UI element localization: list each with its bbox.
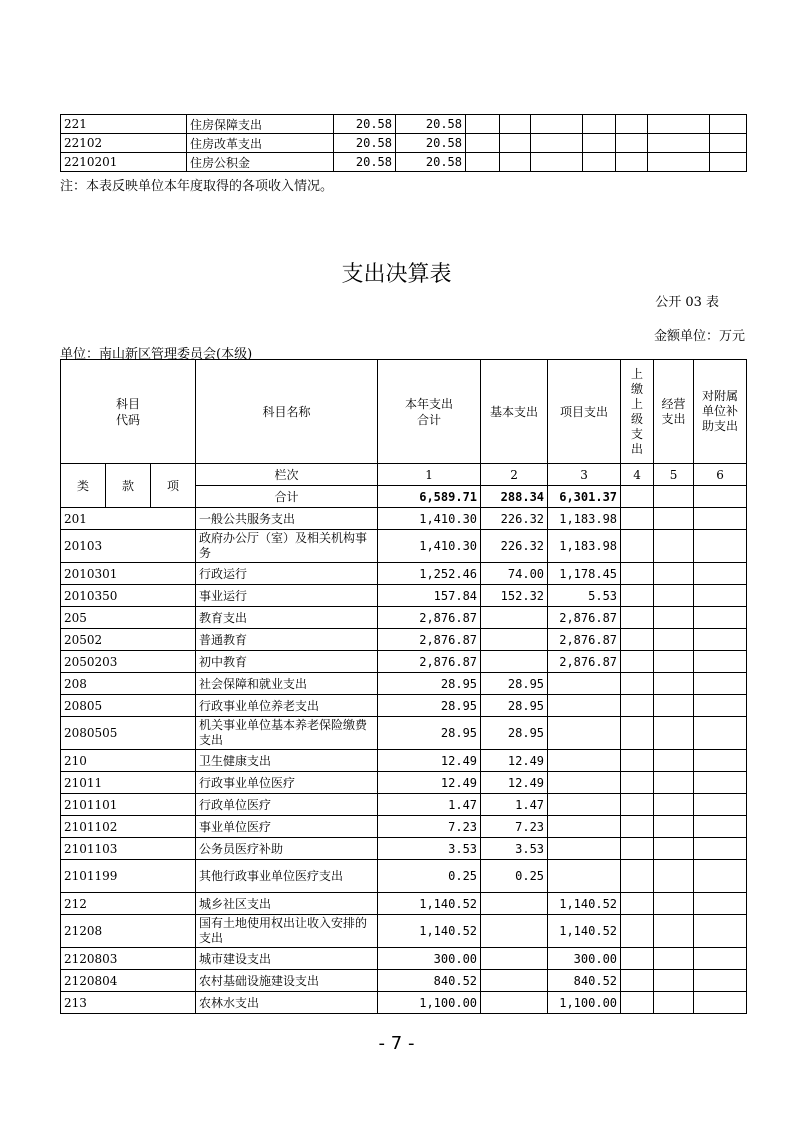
table-row xyxy=(61,772,747,794)
cell-project xyxy=(548,673,621,695)
cell-empty xyxy=(621,860,654,893)
table-row xyxy=(61,508,747,530)
cell-code: 2010350 xyxy=(61,585,196,607)
cell-empty xyxy=(654,651,694,673)
header-kuan: 款 xyxy=(106,464,151,508)
cell-value: 20.58 xyxy=(334,134,396,153)
cell-empty xyxy=(654,816,694,838)
cell-total: 2,876.87 xyxy=(378,651,481,673)
col-number-4: 4 xyxy=(621,464,654,486)
table-row xyxy=(61,673,747,695)
cell-empty xyxy=(694,563,747,585)
cell-code: 21208 xyxy=(61,915,196,948)
cell-empty xyxy=(654,992,694,1014)
cell-empty xyxy=(654,794,694,816)
cell-empty xyxy=(694,816,747,838)
cell-empty xyxy=(500,153,531,172)
header-subsidy: 对附属单位补助支出 xyxy=(694,360,747,464)
table-row xyxy=(61,530,747,563)
cell-basic xyxy=(481,893,548,915)
cell-project xyxy=(548,695,621,717)
cell-project: 2,876.87 xyxy=(548,607,621,629)
cell-project xyxy=(548,750,621,772)
cell-name: 初中教育 xyxy=(196,651,378,673)
cell-empty xyxy=(648,134,710,153)
cell-basic: 0.25 xyxy=(481,860,548,893)
cell-code: 2050203 xyxy=(61,651,196,673)
cell-empty xyxy=(694,794,747,816)
cell-basic: 28.95 xyxy=(481,717,548,750)
header-shangjiao: 上缴上级支出 xyxy=(621,360,654,464)
table-row xyxy=(61,860,747,893)
cell-basic: 12.49 xyxy=(481,772,548,794)
cell-project xyxy=(548,816,621,838)
cell-code: 22102 xyxy=(61,134,187,153)
cell-code: 2120803 xyxy=(61,948,196,970)
cell-name: 公务员医疗补助 xyxy=(196,838,378,860)
page-number: - 7 - xyxy=(378,1033,415,1054)
cell-empty xyxy=(694,915,747,948)
cell-basic xyxy=(481,948,548,970)
cell-empty xyxy=(621,838,654,860)
col-number-3: 3 xyxy=(548,464,621,486)
cell-project: 1,183.98 xyxy=(548,530,621,563)
cell-basic xyxy=(481,651,548,673)
cell-basic: 1.47 xyxy=(481,794,548,816)
cell-code: 21011 xyxy=(61,772,196,794)
cell-basic xyxy=(481,970,548,992)
cell-total: 1,252.46 xyxy=(378,563,481,585)
header-row xyxy=(61,360,747,464)
cell-basic xyxy=(481,629,548,651)
cell-empty xyxy=(621,750,654,772)
cell-empty xyxy=(694,772,747,794)
table-row xyxy=(61,893,747,915)
cell-basic: 226.32 xyxy=(481,508,548,530)
cell-empty xyxy=(694,992,747,1014)
cell-empty xyxy=(710,115,747,134)
cell-empty xyxy=(621,585,654,607)
cell-code: 2210201 xyxy=(61,153,187,172)
amount-unit-label: 金额单位：万元 xyxy=(653,329,745,344)
cell-empty xyxy=(621,563,654,585)
cell-project xyxy=(548,838,621,860)
cell-code: 2080505 xyxy=(61,717,196,750)
cell-empty xyxy=(648,115,710,134)
header-lei: 类 xyxy=(61,464,106,508)
cell-name: 事业运行 xyxy=(196,585,378,607)
cell-project xyxy=(548,717,621,750)
cell-empty xyxy=(694,893,747,915)
cell-total: 3.53 xyxy=(378,838,481,860)
cell-empty xyxy=(654,915,694,948)
cell-code: 208 xyxy=(61,673,196,695)
cell-empty xyxy=(621,695,654,717)
table-row xyxy=(61,717,747,750)
cell-empty xyxy=(621,508,654,530)
cell-name: 城市建设支出 xyxy=(196,948,378,970)
cell-empty xyxy=(694,651,747,673)
cell-empty xyxy=(694,629,747,651)
header-total: 本年支出 合计 xyxy=(378,360,481,464)
cell-value: 20.58 xyxy=(334,115,396,134)
cell-empty xyxy=(621,970,654,992)
cell-empty xyxy=(621,992,654,1014)
cell-project xyxy=(548,860,621,893)
cell-empty xyxy=(621,629,654,651)
cell-basic: 226.32 xyxy=(481,530,548,563)
expenditure-table xyxy=(60,359,747,1014)
cell-empty xyxy=(654,717,694,750)
cell-empty xyxy=(621,794,654,816)
cell-basic: 28.95 xyxy=(481,695,548,717)
cell-total: 28.95 xyxy=(378,673,481,695)
cell-project: 1,140.52 xyxy=(548,915,621,948)
page-title: 支出决算表 xyxy=(341,262,452,287)
cell-empty xyxy=(654,607,694,629)
cell-value: 20.58 xyxy=(396,134,466,153)
table-row xyxy=(61,695,747,717)
cell-empty xyxy=(694,673,747,695)
cell-total: 2,876.87 xyxy=(378,607,481,629)
table-row xyxy=(61,750,747,772)
total-label: 合计 xyxy=(196,486,378,508)
cell-total: 28.95 xyxy=(378,695,481,717)
cell-name: 事业单位医疗 xyxy=(196,816,378,838)
table-row xyxy=(61,651,747,673)
cell-empty xyxy=(694,695,747,717)
cell-code: 205 xyxy=(61,607,196,629)
cell-empty xyxy=(654,893,694,915)
cell-name: 城乡社区支出 xyxy=(196,893,378,915)
cell-total: 300.00 xyxy=(378,948,481,970)
table-row xyxy=(61,816,747,838)
table-row xyxy=(61,134,747,153)
table-row xyxy=(61,153,747,172)
cell-code: 20805 xyxy=(61,695,196,717)
cell-total: 1,410.30 xyxy=(378,530,481,563)
cell-empty xyxy=(531,153,583,172)
cell-empty xyxy=(710,153,747,172)
cell-basic: 74.00 xyxy=(481,563,548,585)
cell-empty xyxy=(621,816,654,838)
header-project: 项目支出 xyxy=(548,360,621,464)
cell-empty xyxy=(583,115,616,134)
cell-empty xyxy=(621,607,654,629)
cell-name: 行政事业单位医疗 xyxy=(196,772,378,794)
cell-project: 2,876.87 xyxy=(548,651,621,673)
cell-empty xyxy=(621,893,654,915)
cell-total: 12.49 xyxy=(378,750,481,772)
cell-name: 社会保障和就业支出 xyxy=(196,673,378,695)
cell-basic xyxy=(481,992,548,1014)
cell-code: 221 xyxy=(61,115,187,134)
cell-empty xyxy=(531,134,583,153)
cell-empty xyxy=(654,629,694,651)
cell-value: 20.58 xyxy=(396,153,466,172)
cell-code: 2101199 xyxy=(61,860,196,893)
cell-code: 2101101 xyxy=(61,794,196,816)
cell-total: 7.23 xyxy=(378,816,481,838)
cell-total: 1,100.00 xyxy=(378,992,481,1014)
cell-empty xyxy=(654,860,694,893)
cell-name: 政府办公厅（室）及相关机构事务 xyxy=(196,530,378,563)
table-row xyxy=(61,948,747,970)
header-lanci: 栏次 xyxy=(196,464,378,486)
cell-basic: 28.95 xyxy=(481,673,548,695)
cell-empty xyxy=(694,530,747,563)
cell-project xyxy=(548,772,621,794)
cell-total: 12.49 xyxy=(378,772,481,794)
header-xiang: 项 xyxy=(151,464,196,508)
cell-name: 其他行政事业单位医疗支出 xyxy=(196,860,378,893)
col-number-1: 1 xyxy=(378,464,481,486)
cell-name: 普通教育 xyxy=(196,629,378,651)
cell-total: 1,140.52 xyxy=(378,893,481,915)
cell-code: 2101102 xyxy=(61,816,196,838)
cell-project: 1,140.52 xyxy=(548,893,621,915)
header-code: 科目 代码 xyxy=(61,360,196,464)
cell-empty xyxy=(694,948,747,970)
cell-empty xyxy=(694,607,747,629)
cell-project: 1,183.98 xyxy=(548,508,621,530)
table-row xyxy=(61,115,747,134)
cell-empty xyxy=(466,115,500,134)
cell-empty xyxy=(466,134,500,153)
cell-empty xyxy=(621,948,654,970)
cell-code: 20103 xyxy=(61,530,196,563)
cell-empty xyxy=(621,772,654,794)
cell-name: 行政运行 xyxy=(196,563,378,585)
cell-name: 卫生健康支出 xyxy=(196,750,378,772)
table-row xyxy=(61,838,747,860)
cell-code: 212 xyxy=(61,893,196,915)
table-row xyxy=(61,607,747,629)
cell-empty xyxy=(616,153,648,172)
cell-name: 国有土地使用权出让收入安排的支出 xyxy=(196,915,378,948)
cell-empty xyxy=(500,115,531,134)
header-jingying: 经营支出 xyxy=(654,360,694,464)
cell-empty xyxy=(654,508,694,530)
cell-empty xyxy=(621,673,654,695)
cell-code: 2101103 xyxy=(61,838,196,860)
header-name: 科目名称 xyxy=(196,360,378,464)
table-row xyxy=(61,970,747,992)
cell-basic: 12.49 xyxy=(481,750,548,772)
cell-empty xyxy=(694,508,747,530)
cell-project xyxy=(548,794,621,816)
cell-code: 2010301 xyxy=(61,563,196,585)
table-row xyxy=(61,585,747,607)
cell-code: 213 xyxy=(61,992,196,1014)
cell-empty xyxy=(654,530,694,563)
cell-code: 2120804 xyxy=(61,970,196,992)
cell-total: 28.95 xyxy=(378,717,481,750)
cell-total: 840.52 xyxy=(378,970,481,992)
cell-value: 20.58 xyxy=(334,153,396,172)
cell-name: 行政单位医疗 xyxy=(196,794,378,816)
cell-project: 840.52 xyxy=(548,970,621,992)
cell-empty xyxy=(654,750,694,772)
form-number: 公开 03 表 xyxy=(655,295,719,310)
cell-empty xyxy=(694,838,747,860)
cell-empty xyxy=(583,153,616,172)
cell-name: 农村基础设施建设支出 xyxy=(196,970,378,992)
table-row xyxy=(61,992,747,1014)
cell-empty xyxy=(654,585,694,607)
table-row xyxy=(61,915,747,948)
col-number-5: 5 xyxy=(654,464,694,486)
table-row xyxy=(61,794,747,816)
cell-empty xyxy=(654,563,694,585)
cell-empty xyxy=(654,970,694,992)
cell-project: 300.00 xyxy=(548,948,621,970)
cell-empty xyxy=(616,134,648,153)
column-number-row xyxy=(61,464,747,486)
cell-empty xyxy=(531,115,583,134)
cell-basic: 152.32 xyxy=(481,585,548,607)
cell-name: 机关事业单位基本养老保险缴费支出 xyxy=(196,717,378,750)
cell-name: 住房改革支出 xyxy=(187,134,334,153)
cell-name: 教育支出 xyxy=(196,607,378,629)
cell-name: 行政事业单位养老支出 xyxy=(196,695,378,717)
cell-empty xyxy=(648,153,710,172)
cell-name: 住房保障支出 xyxy=(187,115,334,134)
cell-empty xyxy=(621,651,654,673)
cell-empty xyxy=(694,970,747,992)
cell-empty xyxy=(621,915,654,948)
total-amount: 6,589.71 xyxy=(378,486,481,508)
cell-empty xyxy=(583,134,616,153)
cell-total: 1,140.52 xyxy=(378,915,481,948)
cell-empty xyxy=(694,860,747,893)
cell-empty xyxy=(654,948,694,970)
cell-code: 210 xyxy=(61,750,196,772)
cell-empty xyxy=(654,695,694,717)
cell-empty xyxy=(466,153,500,172)
table-row xyxy=(61,563,747,585)
cell-empty xyxy=(500,134,531,153)
cell-empty xyxy=(621,717,654,750)
cell-empty xyxy=(654,838,694,860)
cell-empty xyxy=(621,530,654,563)
total-basic: 288.34 xyxy=(481,486,548,508)
cell-basic xyxy=(481,915,548,948)
cell-name: 住房公积金 xyxy=(187,153,334,172)
cell-empty xyxy=(710,134,747,153)
cell-total: 157.84 xyxy=(378,585,481,607)
table-note: 注：本表反映单位本年度取得的各项收入情况。 xyxy=(60,179,334,194)
header-basic: 基本支出 xyxy=(481,360,548,464)
cell-empty xyxy=(694,585,747,607)
cell-empty xyxy=(654,772,694,794)
cell-name: 一般公共服务支出 xyxy=(196,508,378,530)
cell-basic: 3.53 xyxy=(481,838,548,860)
col-number-2: 2 xyxy=(481,464,548,486)
cell-code: 201 xyxy=(61,508,196,530)
table-row xyxy=(61,629,747,651)
cell-empty xyxy=(616,115,648,134)
cell-project: 1,100.00 xyxy=(548,992,621,1014)
cell-empty xyxy=(694,750,747,772)
cell-total: 1.47 xyxy=(378,794,481,816)
cell-value: 20.58 xyxy=(396,115,466,134)
cell-basic xyxy=(481,607,548,629)
cell-total: 2,876.87 xyxy=(378,629,481,651)
col-number-6: 6 xyxy=(694,464,747,486)
total-project: 6,301.37 xyxy=(548,486,621,508)
cell-basic: 7.23 xyxy=(481,816,548,838)
cell-project: 1,178.45 xyxy=(548,563,621,585)
income-table-continuation xyxy=(60,114,747,172)
cell-total: 0.25 xyxy=(378,860,481,893)
organization-label: 单位：南山新区管理委员会(本级) xyxy=(60,347,253,362)
cell-empty xyxy=(654,673,694,695)
cell-name: 农林水支出 xyxy=(196,992,378,1014)
cell-total: 1,410.30 xyxy=(378,508,481,530)
cell-empty xyxy=(694,717,747,750)
cell-code: 20502 xyxy=(61,629,196,651)
cell-project: 2,876.87 xyxy=(548,629,621,651)
cell-project: 5.53 xyxy=(548,585,621,607)
